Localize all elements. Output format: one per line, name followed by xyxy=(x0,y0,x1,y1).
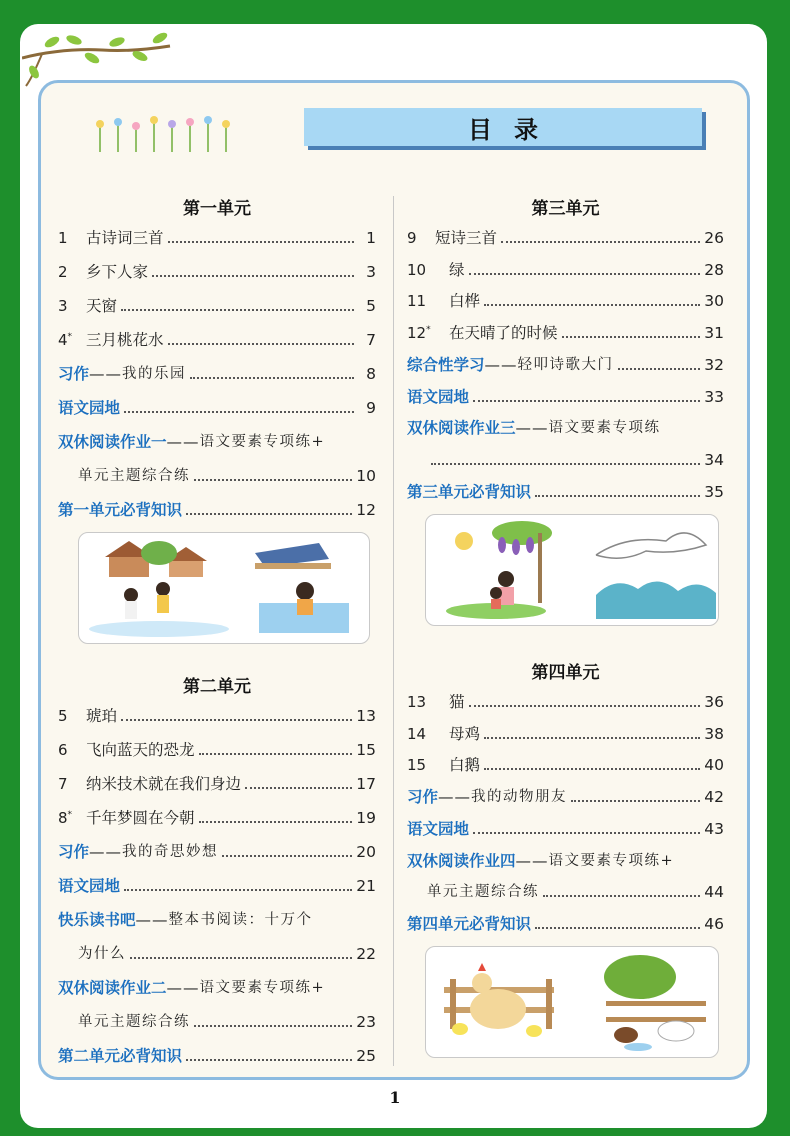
entry-page-number: 26 xyxy=(704,229,724,247)
entry-title: 短诗三首 xyxy=(435,229,498,247)
entry-title: 飞向蓝天的恐龙 xyxy=(86,741,195,759)
unit-heading: 第二单元 xyxy=(183,677,251,697)
leader-dots xyxy=(194,479,352,481)
illustration-unit-3 xyxy=(425,514,719,626)
entry-number-text: 15 xyxy=(407,756,427,775)
entry-page-number: 5 xyxy=(366,297,376,315)
entry-number xyxy=(407,260,449,280)
leader-dots xyxy=(168,241,354,243)
entry-title: 在天晴了的时候 xyxy=(449,324,558,343)
column-divider xyxy=(393,196,394,1066)
toc-entry[interactable] xyxy=(58,838,376,862)
entry-page-number: 28 xyxy=(704,260,724,279)
toc-entry[interactable] xyxy=(58,1008,376,1032)
toc-entry[interactable] xyxy=(58,224,376,248)
toc-entry[interactable] xyxy=(407,287,724,311)
toc-entry[interactable] xyxy=(407,751,724,775)
entry-page-number: 36 xyxy=(704,693,724,711)
entry-number xyxy=(407,755,449,775)
leader-dots xyxy=(431,463,700,465)
entry-page-number: 23 xyxy=(356,1013,376,1031)
entry-section-label: 双休阅读作业二 xyxy=(58,979,167,997)
leader-dots xyxy=(199,753,353,755)
leader-dots xyxy=(484,768,700,770)
entry-number-text: 4 xyxy=(58,331,68,349)
entry-number xyxy=(407,228,435,248)
entry-title: 单元主题综合练 xyxy=(78,468,190,484)
entry-page-number: 44 xyxy=(704,883,724,902)
toc-entry[interactable] xyxy=(58,394,376,418)
entry-page-number: 3 xyxy=(366,263,376,281)
entry-number-text: 13 xyxy=(407,693,427,711)
entry-page-number: 35 xyxy=(704,482,724,501)
entry-section-label: 第一单元必背知识 xyxy=(58,501,183,519)
toc-entry[interactable] xyxy=(407,688,724,712)
entry-title: 千年梦圆在今朝 xyxy=(86,809,195,827)
left-column xyxy=(58,0,376,1136)
entry-title: 我的乐园 xyxy=(122,366,187,382)
toc-entry[interactable] xyxy=(407,847,724,871)
leader-dots xyxy=(124,411,354,413)
toc-entry[interactable] xyxy=(58,1042,376,1066)
entry-page-number: 42 xyxy=(704,788,724,807)
entry-number xyxy=(58,296,86,316)
entry-section-label: 第二单元必背知识 xyxy=(58,1047,183,1065)
entry-section-label: 语文园地 xyxy=(407,387,470,406)
entry-section-label: 习作 xyxy=(58,843,90,861)
leader-dots xyxy=(186,513,352,515)
entry-page-number: 30 xyxy=(704,292,724,311)
toc-entry[interactable] xyxy=(407,478,724,502)
unit-heading: 第一单元 xyxy=(183,199,251,219)
entry-number xyxy=(407,320,449,343)
entry-dash: —— xyxy=(515,851,549,870)
entry-number-text: 8 xyxy=(58,809,68,827)
illustration-unit-4 xyxy=(425,946,719,1058)
page-title: 目录 xyxy=(468,115,560,144)
entry-page-number: 32 xyxy=(704,355,724,374)
entry-page-number: 33 xyxy=(704,387,724,406)
toc-entry[interactable] xyxy=(58,804,376,828)
leader-dots xyxy=(199,821,353,823)
entry-title: 白桦 xyxy=(449,292,481,311)
entry-page-number: 25 xyxy=(356,1047,376,1065)
entry-page-number: 10 xyxy=(356,467,376,485)
toc-entry[interactable] xyxy=(58,258,376,282)
toc-entry[interactable] xyxy=(407,783,724,807)
entry-title: 整本书阅读：十万个 xyxy=(168,912,313,928)
entry-page-number: 13 xyxy=(356,707,376,725)
entry-page-number: 17 xyxy=(356,775,376,793)
leader-dots xyxy=(473,832,700,834)
entry-section-label: 快乐读书吧 xyxy=(58,911,136,929)
leader-dots xyxy=(186,1059,352,1061)
leader-dots xyxy=(535,495,700,497)
toc-entry[interactable] xyxy=(58,974,376,998)
toc-entry[interactable] xyxy=(58,462,376,486)
entry-title: 语文要素专项练+ xyxy=(548,852,675,869)
entry-page-number: 22 xyxy=(356,945,376,963)
entry-number-text: 10 xyxy=(407,260,427,279)
entry-number xyxy=(407,724,449,744)
entry-title: 语文要素专项练 xyxy=(548,420,661,437)
entry-number-text: 6 xyxy=(58,741,68,759)
leader-dots xyxy=(190,377,354,379)
toc-entry[interactable] xyxy=(407,351,724,375)
leader-dots xyxy=(222,855,352,857)
entry-number xyxy=(58,740,86,760)
entry-number-text: 5 xyxy=(58,707,68,725)
entry-page-number: 12 xyxy=(356,501,376,519)
entry-title: 三月桃花水 xyxy=(86,331,164,349)
entry-number xyxy=(58,262,86,282)
toc-entry[interactable] xyxy=(58,292,376,316)
leader-dots xyxy=(543,895,700,897)
toc-entry[interactable] xyxy=(407,383,724,407)
entry-number-text: 14 xyxy=(407,724,427,743)
entry-title: 白鹅 xyxy=(449,756,481,775)
toc-entry[interactable] xyxy=(58,872,376,896)
toc-entry[interactable] xyxy=(58,360,376,384)
entry-section-label: 综合性学习 xyxy=(407,355,485,374)
entry-page-number: 7 xyxy=(366,331,376,349)
entry-number-text: 1 xyxy=(58,229,68,247)
entry-section-label: 双休阅读作业四 xyxy=(407,851,516,870)
entry-page-number: 40 xyxy=(704,756,724,775)
right-column xyxy=(407,0,724,1136)
entry-title: 我的动物朋友 xyxy=(471,789,568,806)
toc-entry[interactable] xyxy=(58,326,376,350)
entry-page-number: 9 xyxy=(366,399,376,417)
toc-entry[interactable] xyxy=(407,446,724,470)
entry-number xyxy=(407,291,449,311)
entry-section-label: 习作 xyxy=(58,365,90,383)
leader-dots xyxy=(473,400,700,402)
entry-title: 语文要素专项练+ xyxy=(199,434,326,450)
optional-mark: * xyxy=(67,332,73,342)
unit-heading: 第四单元 xyxy=(531,663,600,683)
entry-title: 母鸡 xyxy=(449,724,481,743)
entry-title: 古诗词三首 xyxy=(86,229,164,247)
entry-number-text: 11 xyxy=(407,292,427,311)
entry-title: 为什么 xyxy=(78,946,126,962)
toc-entry[interactable] xyxy=(407,224,724,248)
entry-section-label: 语文园地 xyxy=(58,877,121,895)
toc-entry[interactable] xyxy=(58,702,376,726)
entry-number xyxy=(58,805,86,828)
entry-page-number: 31 xyxy=(704,324,724,343)
entry-section-label: 语文园地 xyxy=(407,819,470,838)
entry-title: 天窗 xyxy=(86,297,118,315)
entry-title: 纳米技术就在我们身边 xyxy=(86,775,242,793)
entry-section-label: 习作 xyxy=(407,788,439,807)
toc-entry[interactable] xyxy=(58,428,376,452)
toc-entry[interactable] xyxy=(58,940,376,964)
entry-number-text: 7 xyxy=(58,775,68,793)
entry-title: 乡下人家 xyxy=(86,263,149,281)
entry-title: 猫 xyxy=(449,693,465,711)
entry-number xyxy=(58,327,86,350)
entry-page-number: 19 xyxy=(356,809,376,827)
entry-dash: —— xyxy=(89,365,123,383)
entry-page-number: 20 xyxy=(356,843,376,861)
entry-page-number: 38 xyxy=(704,724,724,743)
entry-section-label: 第四单元必背知识 xyxy=(407,914,532,933)
entry-number xyxy=(58,774,86,794)
optional-mark: * xyxy=(67,810,73,820)
entry-number-text: 3 xyxy=(58,297,68,315)
leader-dots xyxy=(121,309,354,311)
leader-dots xyxy=(501,241,700,243)
leader-dots xyxy=(535,927,700,929)
toc-entry[interactable] xyxy=(58,770,376,794)
entry-title: 绿 xyxy=(449,260,465,279)
entry-number xyxy=(58,228,86,248)
leader-dots xyxy=(484,304,700,306)
entry-title: 琥珀 xyxy=(86,707,118,725)
leader-dots xyxy=(124,889,352,891)
toc-entry[interactable] xyxy=(407,815,724,839)
entry-number-text: 9 xyxy=(407,229,417,247)
leader-dots xyxy=(571,800,700,802)
leader-dots xyxy=(245,787,352,789)
toc-entry[interactable] xyxy=(407,256,724,280)
leader-dots xyxy=(130,957,352,959)
entry-dash: —— xyxy=(135,911,169,929)
toc-entry[interactable] xyxy=(407,414,724,438)
unit-heading: 第三单元 xyxy=(531,199,600,219)
toc-entry[interactable] xyxy=(407,878,724,902)
leader-dots xyxy=(469,705,701,707)
toc-entry[interactable] xyxy=(407,910,724,934)
leader-dots xyxy=(618,368,701,370)
entry-number xyxy=(407,692,449,712)
entry-title: 轻叩诗歌大门 xyxy=(517,356,614,373)
leader-dots xyxy=(562,336,701,338)
leader-dots xyxy=(194,1025,352,1027)
illustration-unit-1 xyxy=(78,532,370,644)
entry-page-number: 15 xyxy=(356,741,376,759)
entry-title: 单元主题综合练 xyxy=(78,1014,190,1030)
leader-dots xyxy=(469,273,701,275)
entry-page-number: 21 xyxy=(356,877,376,895)
entry-page-number: 1 xyxy=(366,229,376,247)
entry-section-label: 双休阅读作业一 xyxy=(58,433,167,451)
entry-number xyxy=(58,706,86,726)
toc-entry[interactable] xyxy=(58,906,376,930)
leader-dots xyxy=(121,719,352,721)
toc-entry[interactable] xyxy=(407,319,724,343)
entry-page-number: 8 xyxy=(366,365,376,383)
entry-title: 我的奇思妙想 xyxy=(122,844,219,860)
entry-title: 语文要素专项练+ xyxy=(199,980,326,996)
page-number: 1 xyxy=(389,1088,401,1107)
leader-dots xyxy=(484,737,700,739)
entry-section-label: 双休阅读作业三 xyxy=(407,419,516,438)
entry-number-text: 2 xyxy=(58,263,68,281)
entry-number-text: 12 xyxy=(407,324,427,343)
entry-section-label: 语文园地 xyxy=(58,399,121,417)
toc-entry[interactable] xyxy=(407,720,724,744)
entry-dash: —— xyxy=(166,433,200,451)
entry-page-number: 43 xyxy=(704,819,724,838)
entry-page-number: 46 xyxy=(704,914,724,933)
entry-dash: —— xyxy=(438,788,472,807)
entry-dash: —— xyxy=(89,843,123,861)
leader-dots xyxy=(168,343,354,345)
entry-section-label: 第三单元必背知识 xyxy=(407,482,532,501)
entry-page-number: 34 xyxy=(704,450,724,469)
entry-title: 单元主题综合练 xyxy=(427,884,539,901)
entry-dash: —— xyxy=(166,979,200,997)
optional-mark: * xyxy=(426,325,431,336)
entry-dash: —— xyxy=(484,355,518,374)
toc-entry[interactable] xyxy=(58,736,376,760)
leader-dots xyxy=(152,275,354,277)
toc-entry[interactable] xyxy=(58,496,376,520)
entry-dash: —— xyxy=(515,419,549,438)
